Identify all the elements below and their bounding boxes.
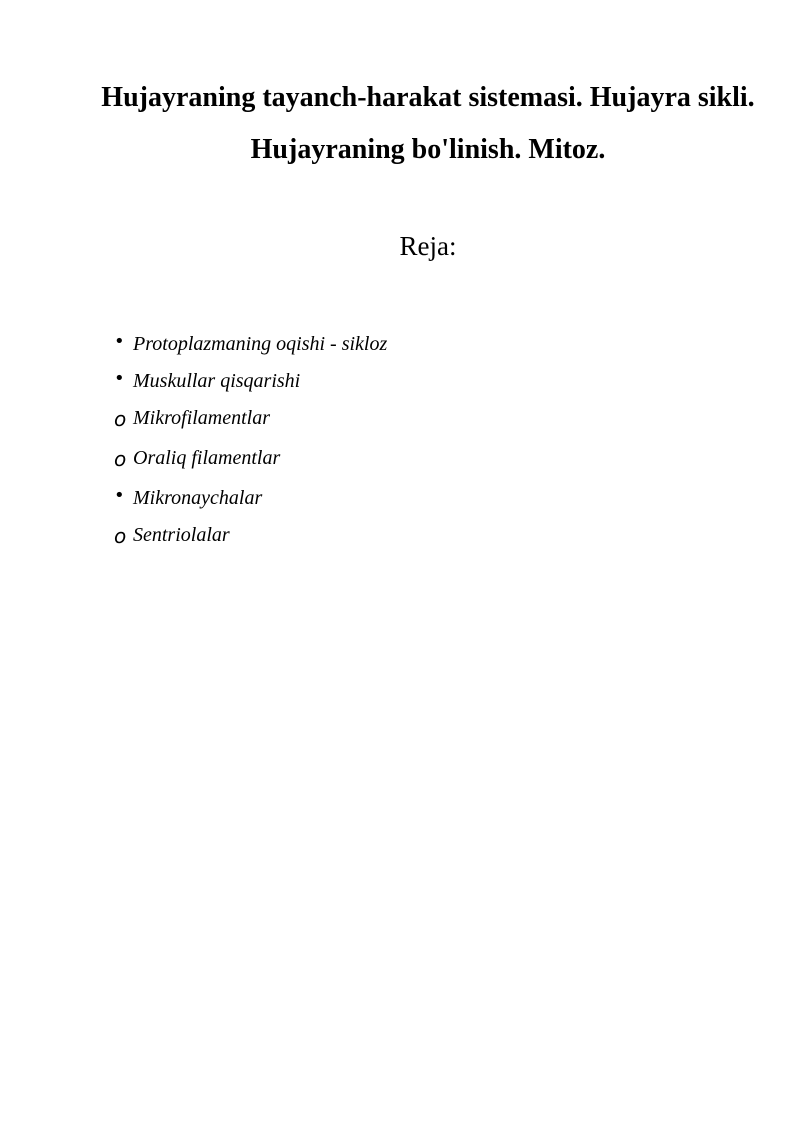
plan-heading: Reja: [399, 231, 457, 261]
plan-item [114, 368, 300, 394]
plan-item [114, 445, 280, 471]
plan-item-text: Oraliq filamentlar [133, 447, 281, 469]
bullet-icon: • [114, 485, 125, 506]
plan-item-text: Protoplazmaning oqishi - sikloz [133, 333, 388, 355]
plan-item-text: Mikronaychalar [133, 487, 263, 509]
plan-item [114, 485, 262, 511]
plan-item-text: Muskullar qisqarishi [133, 370, 301, 392]
bullet-icon: • [114, 368, 125, 389]
plan-item-text: Sentriolalar [133, 524, 230, 546]
circle-bullet-icon: o [114, 524, 127, 548]
plan-item [114, 405, 270, 431]
plan-item-text: Mikrofilamentlar [133, 407, 271, 429]
plan-item [114, 522, 230, 548]
bullet-icon: • [114, 331, 125, 352]
circle-bullet-icon: o [114, 407, 127, 431]
document-title: Hujayraning tayanch-harakat sistemasi. Hujayra sikli. Hujayraning bo'linish. Mitoz. [101, 82, 755, 165]
plan-item [114, 331, 387, 357]
circle-bullet-icon: o [114, 447, 127, 471]
